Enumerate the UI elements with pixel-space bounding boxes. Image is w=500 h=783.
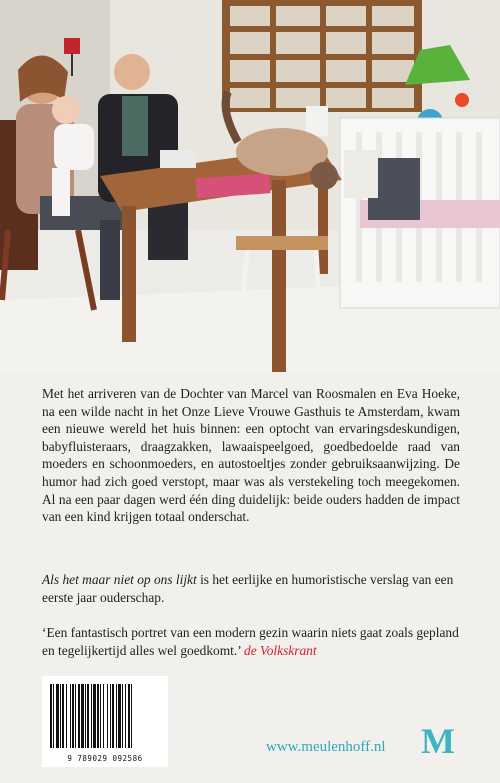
publisher-logo: M <box>421 721 455 761</box>
isbn-barcode <box>42 676 168 767</box>
barcode-bars <box>42 676 168 756</box>
tagline <box>42 571 460 606</box>
book-title: Als het maar niet op ons lijkt <box>42 572 197 587</box>
tagline-rest: is het eerlijke en humoristische verslag van een eerste jaar ouderschap. <box>42 572 454 605</box>
cover-photo <box>0 0 500 372</box>
publisher-website: www.meulenhoff.nl <box>266 739 386 755</box>
isbn-number: 9 789029 092586 <box>67 754 143 763</box>
family-photo-illustration <box>0 0 500 372</box>
review-quote-text: ‘Een fantastisch portret van een modern gezin waarin niets gaat zoals gepland en tegelijkertijd alles wel goedkomt.’ <box>42 625 459 658</box>
blurb-text: Met het arriveren van de Dochter van Marcel van Roosmalen en Eva Hoeke, na een wilde nacht in het Onze Lieve Vrouwe Gasthuis te Amsterdam, kwam een nieuwe wereld het huis binnen: een optocht van ervaringsdeskundigen, babyfluisteraars, draagzakken, lawaaispeelgoed, goedbedoelde raad van moeders en schoonmoeders, en autostoeltjes zonder gebruiksaanwijzing. De humor had zich goed verstopt, maar was als verstekeling toch meegekomen. Al na een paar dagen werd één ding duidelijk: beide ouders hadden de impact van een kind krijgen totaal onderschat. <box>42 386 460 525</box>
review-quote <box>42 624 460 659</box>
review-source: de Volkskrant <box>244 642 317 658</box>
